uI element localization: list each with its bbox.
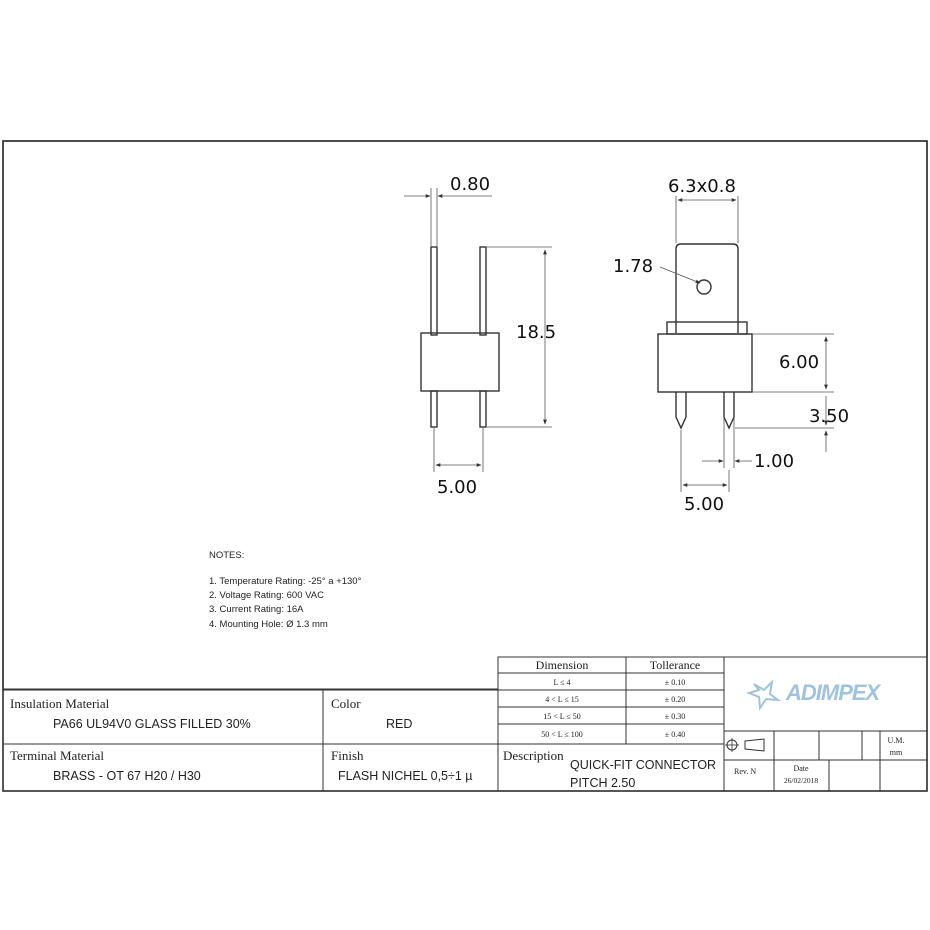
terminal-material-label: Terminal Material xyxy=(10,748,105,763)
color-value: RED xyxy=(386,717,413,731)
side-pin-left-top xyxy=(431,247,437,335)
side-pin-right-top xyxy=(480,247,486,335)
dim-hole-diameter: 1.78 xyxy=(613,256,654,277)
color-label: Color xyxy=(331,696,361,711)
front-hole xyxy=(697,280,711,294)
dim-pitch-front: 5.00 xyxy=(684,494,725,515)
side-body xyxy=(421,333,499,391)
date-value: 26/02/2018 xyxy=(783,776,819,785)
table-header-dimension: Dimension xyxy=(535,658,589,672)
unit-label: U.M. xyxy=(887,736,905,745)
finish-label: Finish xyxy=(331,748,364,763)
side-pin-left-bottom xyxy=(431,391,437,427)
note-item: 4. Mounting Hole: Ø 1.3 mm xyxy=(209,619,328,630)
front-pin-left xyxy=(676,392,686,428)
front-body xyxy=(658,334,752,392)
date-label: Date xyxy=(793,764,809,773)
description-label: Description xyxy=(503,748,564,763)
front-blade xyxy=(676,244,738,333)
table-cell-tolerance: ± 0.20 xyxy=(664,695,686,704)
finish-value: FLASH NICHEL 0,5÷1 µ xyxy=(338,769,473,783)
table-cell-dimension: 4 < L ≤ 15 xyxy=(545,695,579,704)
notes-title: NOTES: xyxy=(209,550,245,561)
dim-pin-length: 3.50 xyxy=(809,406,850,427)
notes-block xyxy=(209,550,362,630)
revision-label: Rev. N xyxy=(734,767,757,776)
front-view xyxy=(658,196,834,492)
note-item: 1. Temperature Rating: -25° a +130° xyxy=(209,576,362,587)
table-cell-dimension: 50 < L ≤ 100 xyxy=(541,730,583,739)
title-block xyxy=(3,657,927,791)
dim-pin-width: 1.00 xyxy=(754,451,795,472)
insulation-material-value: PA66 UL94V0 GLASS FILLED 30% xyxy=(53,717,251,731)
note-item: 2. Voltage Rating: 600 VAC xyxy=(209,590,324,601)
description-line-2: PITCH 2.50 xyxy=(570,776,636,790)
table-cell-tolerance: ± 0.30 xyxy=(664,712,686,721)
front-shoulder xyxy=(667,322,747,334)
dim-pitch-side: 5.00 xyxy=(437,477,478,498)
front-pin-right xyxy=(724,392,734,428)
table-cell-dimension: L ≤ 4 xyxy=(553,678,571,687)
projection-symbol-icon xyxy=(725,738,764,752)
terminal-material-value: BRASS - OT 67 H20 / H30 xyxy=(53,769,201,783)
dim-pin-thickness: 0.80 xyxy=(450,174,491,195)
logo-text: ADIMPEX xyxy=(786,680,880,705)
dim-body-height: 6.00 xyxy=(779,352,820,373)
note-item: 3. Current Rating: 16A xyxy=(209,604,304,615)
dim-blade-size: 6.3x0.8 xyxy=(668,176,736,197)
adimpex-logo xyxy=(749,680,882,708)
table-header-tolerance: Tollerance xyxy=(649,658,701,672)
unit-value: mm xyxy=(889,748,903,757)
table-cell-tolerance: ± 0.40 xyxy=(664,730,686,739)
table-cell-dimension: 15 < L ≤ 50 xyxy=(543,712,581,721)
insulation-material-label: Insulation Material xyxy=(10,696,110,711)
table-cell-tolerance: ± 0.10 xyxy=(664,678,686,687)
description-line-1: QUICK-FIT CONNECTOR xyxy=(570,758,717,772)
side-pin-right-bottom xyxy=(480,391,486,427)
dim-total-height: 18.5 xyxy=(516,322,557,343)
